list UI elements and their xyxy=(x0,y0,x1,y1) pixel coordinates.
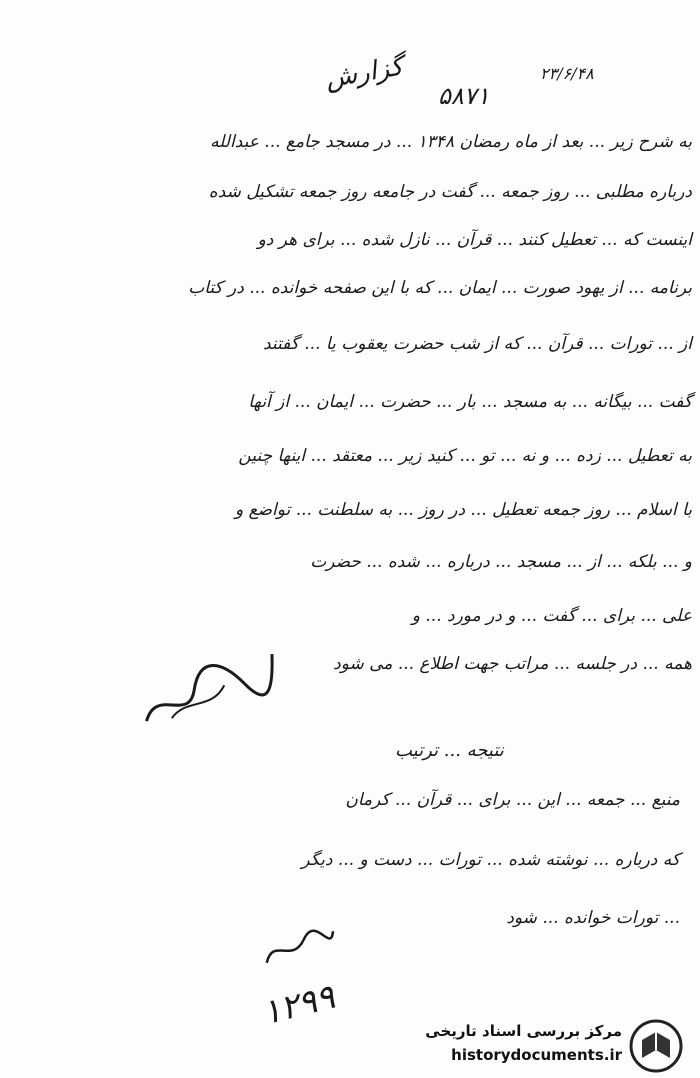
body-line: همه ... در جلسه ... مراتب جهت اطلاع ... می شود xyxy=(333,654,692,674)
conclusion-line: منبع ... جمعه ... این ... برای ... قرآن ... کرمان xyxy=(345,790,680,810)
body-line: علی ... برای ... گفت ... و در مورد ... و xyxy=(411,606,692,626)
watermark-url: historydocuments.ir xyxy=(451,1046,622,1064)
file-number: ۱۲۹۹ xyxy=(258,976,339,1034)
body-line: و ... بلکه ... از ... مسجد ... درباره ... شده ... حضرت xyxy=(310,552,692,572)
signature xyxy=(129,638,290,741)
body-line: به شرح زیر ... بعد از ماه رمضان ۱۳۴۸ ... در مسجد جامع ... عبدالله xyxy=(210,132,692,152)
conclusion-line: که درباره ... نوشته شده ... تورات ... دست و ... دیگر xyxy=(301,850,680,870)
section-title: نتیجه ... ترتیب xyxy=(395,740,504,761)
closing-signature xyxy=(258,923,343,974)
watermark-title: مرکز بررسی اسناد تاریخی xyxy=(425,1022,622,1040)
report-date: ۲۳/۶/۴۸ xyxy=(540,64,594,83)
conclusion-line: ... تورات خوانده ... شود xyxy=(506,908,680,928)
archive-book-icon xyxy=(628,1018,684,1074)
body-line: با اسلام ... روز جمعه تعطیل ... در روز ... به سلطنت ... تواضع و xyxy=(234,500,692,520)
body-line: برنامه ... از یهود صورت ... ایمان ... که با این صفحه خوانده ... در کتاب xyxy=(188,278,692,298)
report-number: ۵۸۷۱ xyxy=(438,82,490,110)
body-line: اینست که ... تعطیل کنند ... قرآن ... نازل شده ... برای هر دو xyxy=(257,230,692,250)
archive-watermark xyxy=(412,1018,692,1074)
body-line: درباره مطلبی ... روز جمعه ... گفت در جامعه روز جمعه تشکیل شده xyxy=(208,182,692,202)
body-line: گفت ... بیگانه ... به مسجد ... بار ... حضرت ... ایمان ... از آنها xyxy=(248,392,692,412)
body-line: به تعطیل ... زده ... و نه ... تو ... کنید زیر ... معتقد ... اینها چنین xyxy=(238,446,692,466)
body-line: از ... تورات ... قرآن ... که از شب حضرت یعقوب یا ... گفتند xyxy=(262,334,692,354)
report-title: گزارش xyxy=(322,51,406,95)
